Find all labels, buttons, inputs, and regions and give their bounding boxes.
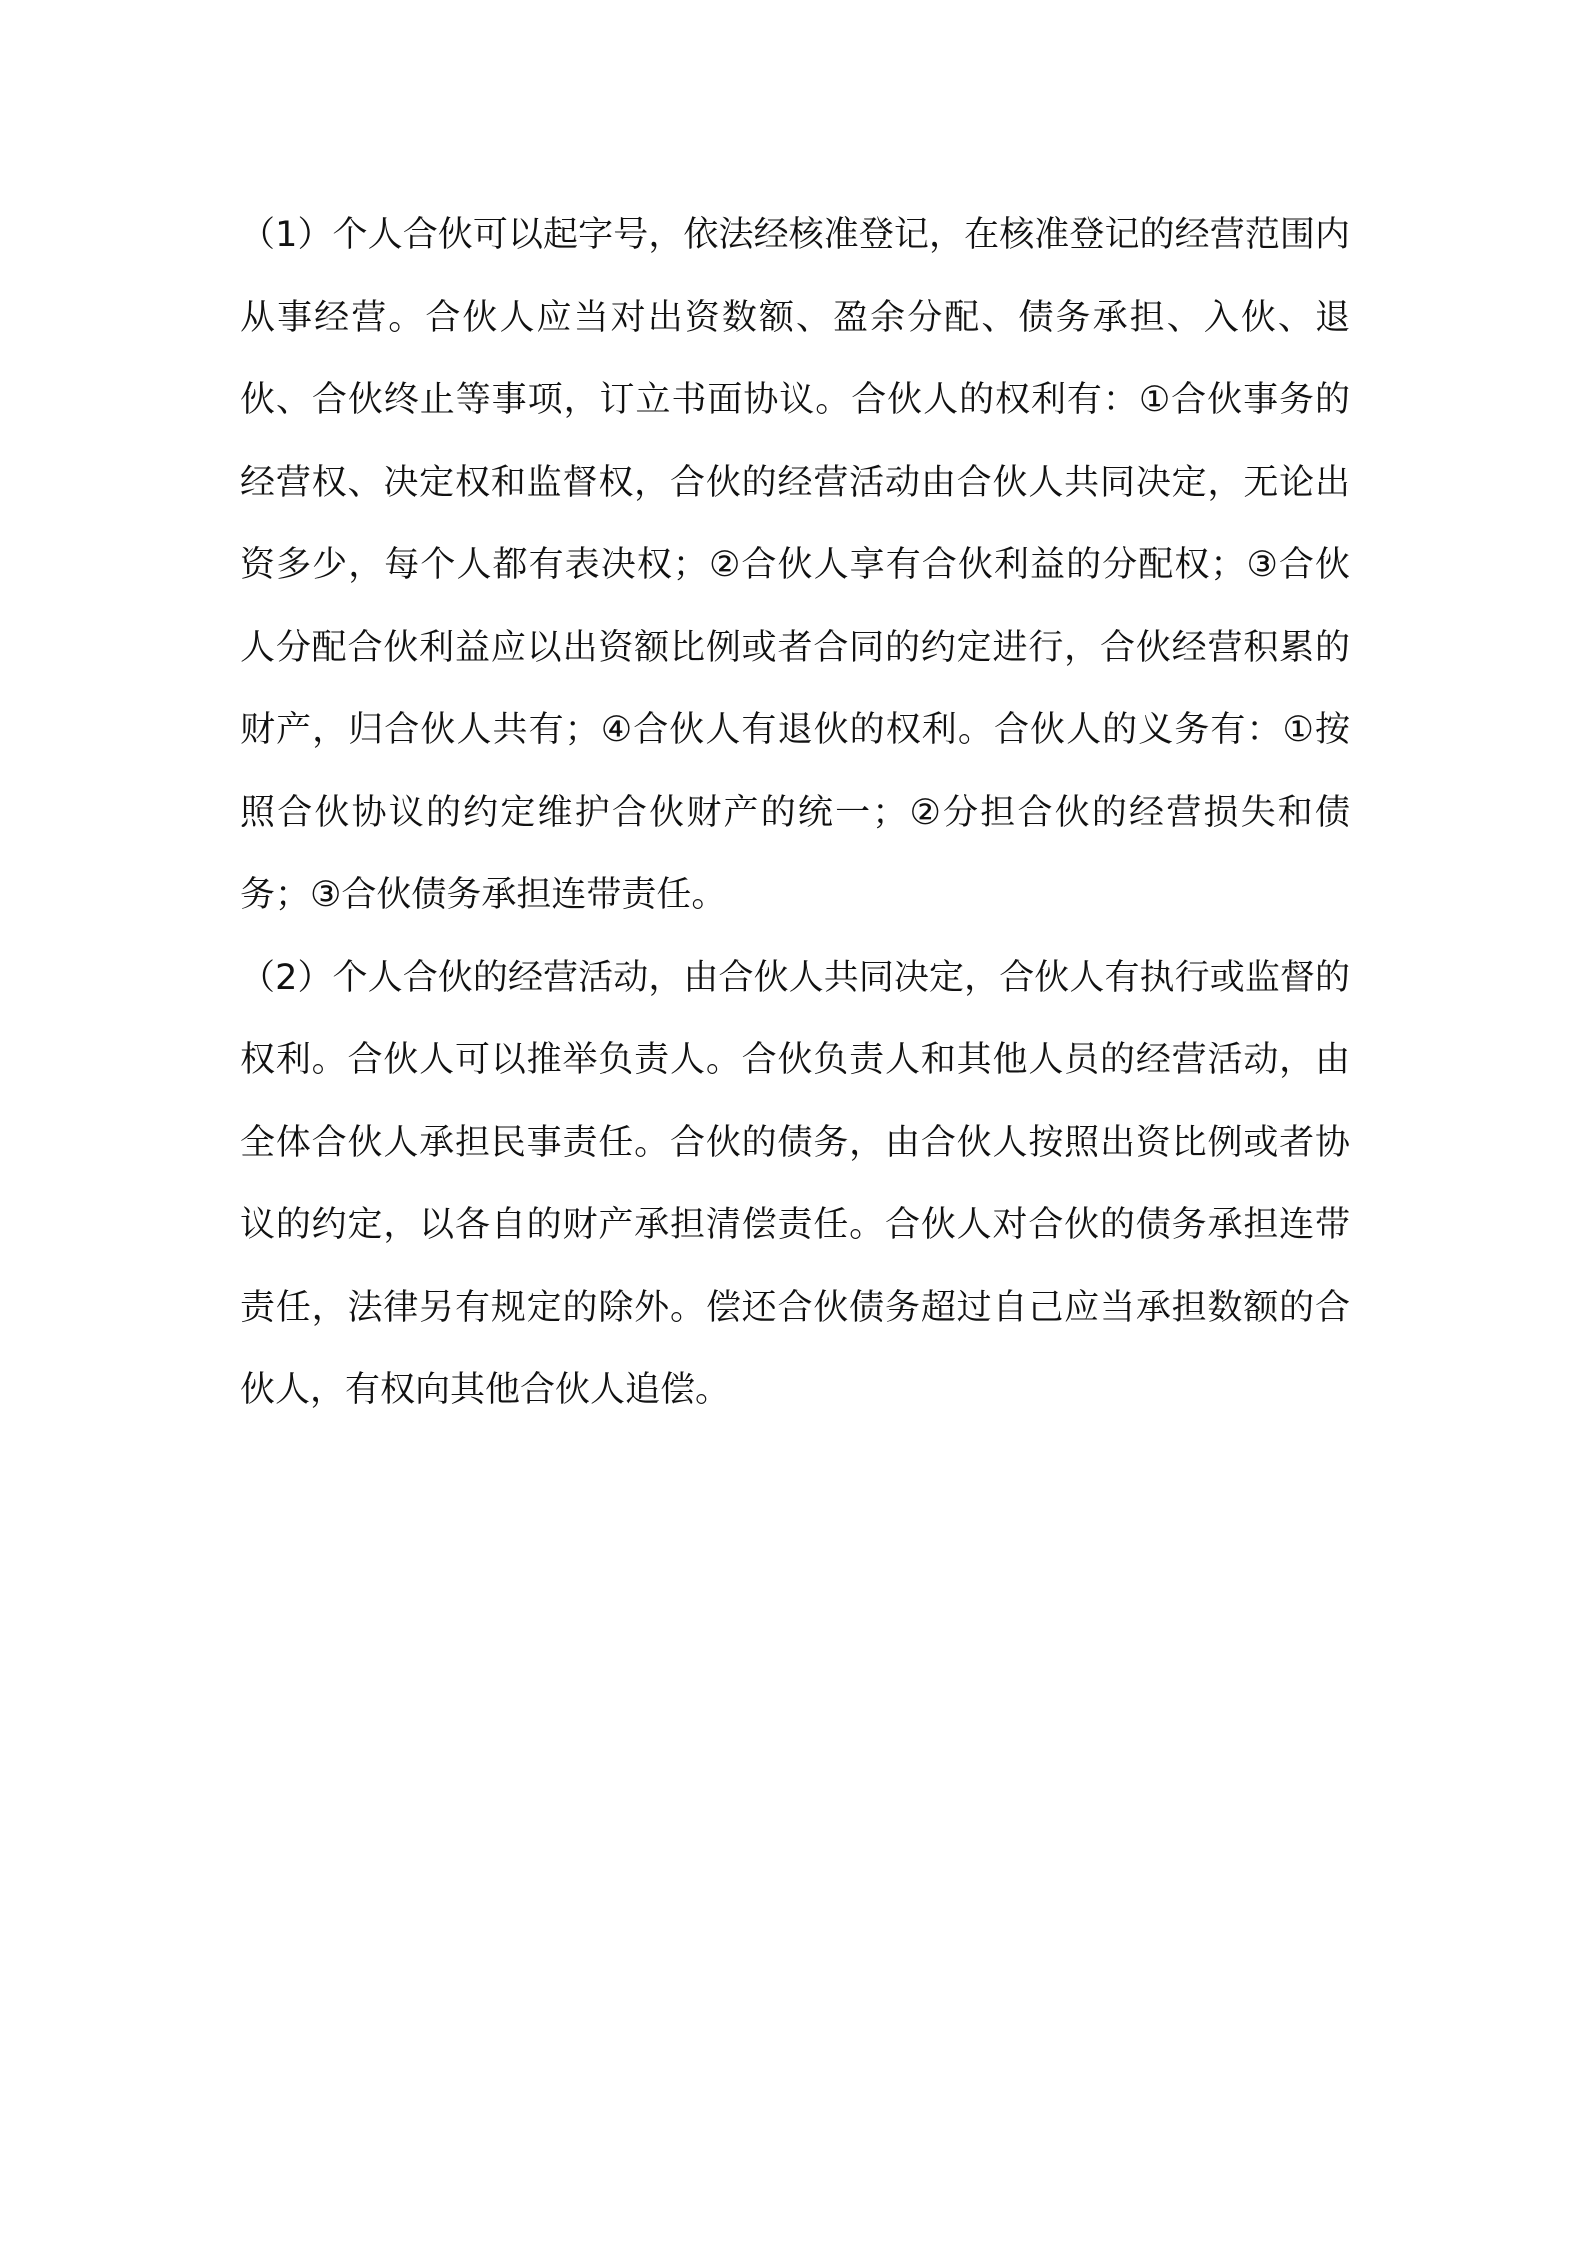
document-body: [240, 194, 1350, 1432]
paragraph-partnership-rights: （1）个人合伙可以起字号，依法经核准登记，在核准登记的经营范围内从事经营。合伙人应当对出资数额、盈余分配、债务承担、入伙、退伙、合伙终止等事项，订立书面协议。合伙人的权利有：①合伙事务的经营权、决定权和监督权，合伙的经营活动由合伙人共同决定，无论出资多少，每个人都有表决权；②合伙人享有合伙利益的分配权；③合伙人分配合伙利益应以出资额比例或者合同的约定进行，合伙经营积累的财产，归合伙人共有；④合伙人有退伙的权利。合伙人的义务有：①按照合伙协议的约定维护合伙财产的统一；②分担合伙的经营损失和债务；③合伙债务承担连带责任。: [240, 215, 1350, 915]
paragraph-partnership-liability: （2）个人合伙的经营活动，由合伙人共同决定，合伙人有执行或监督的权利。合伙人可以推举负责人。合伙负责人和其他人员的经营活动，由全体合伙人承担民事责任。合伙的债务，由合伙人按照出资比例或者协议的约定，以各自的财产承担清偿责任。合伙人对合伙的债务承担连带责任，法律另有规定的除外。偿还合伙债务超过自己应当承担数额的合伙人，有权向其他合伙人追偿。: [240, 957, 1350, 1410]
